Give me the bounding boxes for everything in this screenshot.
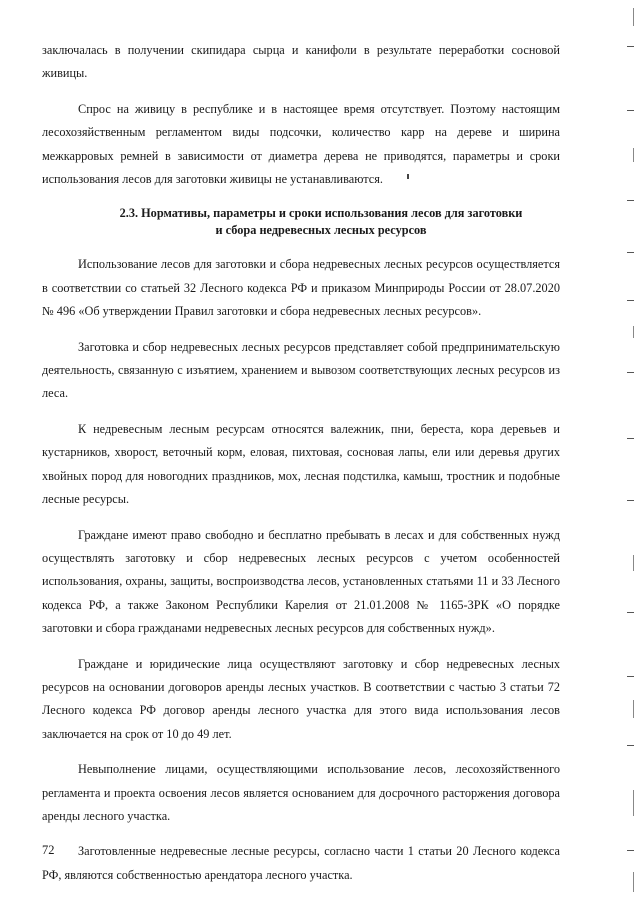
scan-edge-marks bbox=[620, 0, 634, 905]
scan-mark bbox=[627, 110, 634, 111]
paragraph-citizen-rights: Граждане имеют право свободно и бесплатно пребывать в лесах и для собственных нужд осуществлять заготовку и сбор недревесных лесных ресурсов с учетом особенностей использования, охраны, защиты, воспроизводства лесов, установленных статьями 11 и 33 Лесного кодекса РФ, а также Законом Республики Карелия от 21.01.2008 № 1165-ЗРК «О порядке заготовки и сбора гражданами недревесных лесных ресурсов для собственных нужд». bbox=[42, 527, 560, 636]
scan-mark bbox=[627, 300, 634, 301]
scan-mark bbox=[627, 676, 634, 677]
paragraph-continuation: заключалась в получении скипидара сырца и канифоли в результате переработки сосновой живицы. bbox=[42, 43, 560, 81]
scan-mark bbox=[627, 745, 634, 746]
scan-mark bbox=[633, 555, 634, 571]
paragraph-gap bbox=[42, 406, 560, 418]
scan-mark bbox=[627, 850, 634, 851]
section-heading bbox=[42, 205, 560, 239]
scan-mark bbox=[633, 326, 634, 338]
section-heading-line-1: 2.3. Нормативы, параметры и сроки использования лесов для заготовки bbox=[119, 206, 523, 221]
paragraph-gap bbox=[42, 324, 560, 336]
scan-mark bbox=[633, 872, 634, 892]
paragraph-resource-list: К недревесным лесным ресурсам относятся валежник, пни, береста, кора деревьев и кустарников, хворост, веточный корм, еловая, пихтовая, сосновая лапы, ели или деревья других хвойных пород для новогодних праздников, мох, лесная подстилка, камыш, тростник и подобные лесные ресурсы. bbox=[42, 421, 560, 507]
section-heading-line-2: и сбора недревесных лесных ресурсов bbox=[215, 223, 427, 238]
page-number: 72 bbox=[42, 843, 55, 857]
document-page bbox=[42, 39, 560, 887]
scan-mark bbox=[633, 148, 634, 162]
scan-mark bbox=[627, 500, 634, 501]
paragraph-definition: Заготовка и сбор недревесных лесных ресурсов представляет собой предпринимательскую деятельность, связанную с изъятием, хранением и вывозом соответствующих лесных ресурсов из леса. bbox=[42, 339, 560, 401]
paragraph-legal-basis: Использование лесов для заготовки и сбора недревесных лесных ресурсов осуществляется в соответствии со статьей 32 Лесного кодекса РФ и приказом Минприроды России от 28.07.2020 № 496 «Об утверждении Правил заготовки и сбора недревесных лесных ресурсов». bbox=[42, 257, 560, 319]
paragraph-gap bbox=[42, 641, 560, 653]
scan-mark bbox=[633, 790, 634, 816]
paragraph-gap bbox=[42, 828, 560, 840]
scan-mark bbox=[627, 46, 634, 47]
scan-mark bbox=[627, 438, 634, 439]
scan-mark bbox=[627, 252, 634, 253]
scan-speck bbox=[407, 174, 409, 179]
paragraph-gap bbox=[42, 86, 560, 98]
scan-mark bbox=[633, 8, 634, 26]
paragraph-lease-agreements: Граждане и юридические лица осуществляют заготовку и сбор недревесных лесных ресурсов на основании договоров аренды лесных участков. В соответствии с частью 3 статьи 72 Лесного кодекса РФ договор аренды лесного участка для этого вида использования лесов заключается на срок от 10 до 49 лет. bbox=[42, 656, 560, 741]
paragraph-gap bbox=[42, 746, 560, 758]
paragraph-resin-demand: Спрос на живицу в республике и в настоящее время отсутствует. Поэтому настоящим лесохозяйственным регламентом виды подсочки, количество карр на дереве и ширина межкарровых ремней в зависимости от диаметра дерева не приводятся, параметры и сроки использования лесов для заготовки живицы не устанавливаются. bbox=[42, 101, 560, 187]
scan-mark bbox=[633, 700, 634, 718]
scan-mark bbox=[627, 612, 634, 613]
paragraph-ownership: Заготовленные недревесные лесные ресурсы, согласно части 1 статьи 20 Лесного кодекса РФ, являются собственностью арендатора лесного участка. bbox=[42, 844, 560, 882]
paragraph-gap bbox=[42, 512, 560, 524]
paragraph-termination: Невыполнение лицами, осуществляющими использование лесов, лесохозяйственного регламента и проекта освоения лесов является основанием для досрочного расторжения договора аренды лесного участка. bbox=[42, 762, 560, 823]
scan-mark bbox=[627, 372, 634, 373]
scan-mark bbox=[627, 200, 634, 201]
